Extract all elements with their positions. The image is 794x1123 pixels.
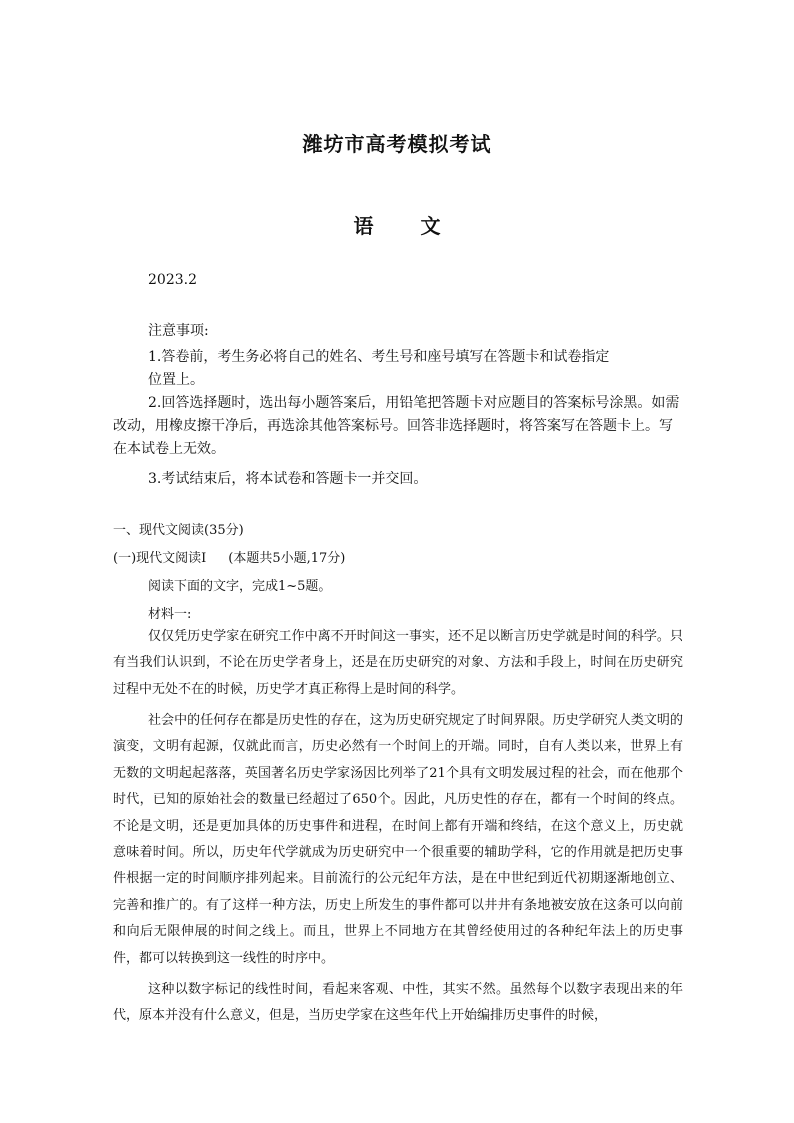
exam-date: 2023.2 [148,272,197,288]
notice-item-3: 3.考试结束后，将本试卷和答题卡一并交回。 [148,471,428,487]
reading-instruction: 阅读下面的文字，完成1~5题。 [148,579,332,594]
paragraph-2: 社会中的任何存在都是历史性的存在，这为历史研究规定了时间界限。历史学研究人类文明的演变，文明有起源，仅就此而言，历史必然有一个时间上的开端。同时，自有人类以来，世界上有无数的文明起起落落，英国著名历史学家汤因比列举了21个具有文明发展过程的社会，而在他那个时代，已知的原始社会的数量已经超过了650个。因此，凡历史性的存在，都有一个时间的终点。不论是文明，还是更加具体的历史事件和进程，在时间上都有开端和终结，在这个意义上，历史就意味着时间。所以，历史年代学就成为历史研究中一个很重要的辅助学科，它的作用就是把历史事件根据一定的时间顺序排列起来。目前流行的公元纪年方法，是在中世纪到近代初期逐渐地创立、完善和推广的。有了这样一种方法，历史上所发生的事件都可以井井有条地被安放在这条可以向前和向后无限伸展的时间之线上。而且，世界上不同地方在其曾经使用过的各种纪年法上的历史事件，都可以转换到这一线性的时序中。 [113,713,683,966]
notice-item-1-line1: 1.答卷前，考生务必将自己的姓名、考生号和座号填写在答题卡和试卷指定 [148,349,610,365]
material-label: 材料一: [148,607,192,622]
notice-heading: 注意事项: [148,323,209,339]
paragraph-1: 仅仅凭历史学家在研究工作中离不开时间这一事实，还不足以断言历史学就是时间的科学。只有当我们认识到，不论在历史学者身上，还是在历史研究的对象、方法和手段上，时间在历史研究过程中无处不在的时候，历史学才真正称得上是时间的科学。 [113,629,683,697]
notice-item-1-line2: 位置上。 [148,372,204,388]
section-heading: 一、现代文阅读(35分) [113,523,244,538]
subject-title: 语 文 [353,214,441,238]
notice-item-2: 2.回答选择题时，选出每小题答案后，用铅笔把答题卡对应题目的答案标号涂黑。如需改动，用橡皮擦干净后，再选涂其他答案标号。回答非选择题时，将答案写在答题卡上。写在本试卷上无效。 [113,395,680,457]
paragraph-3: 这种以数字标记的线性时间，看起来客观、中性，其实不然。虽然每个以数字表现出来的年代，原本并没有什么意义，但是，当历史学家在这些年代上开始编排历史事件的时候， [113,982,683,1024]
notice-item-1 [113,346,683,392]
subsection-heading [113,547,345,566]
subsection-note: (本题共5小题,17分) [228,551,346,566]
subsection-title: (一)现代文阅读Ⅰ [113,551,207,566]
exam-title: 潍坊市高考模拟考试 [302,132,492,156]
